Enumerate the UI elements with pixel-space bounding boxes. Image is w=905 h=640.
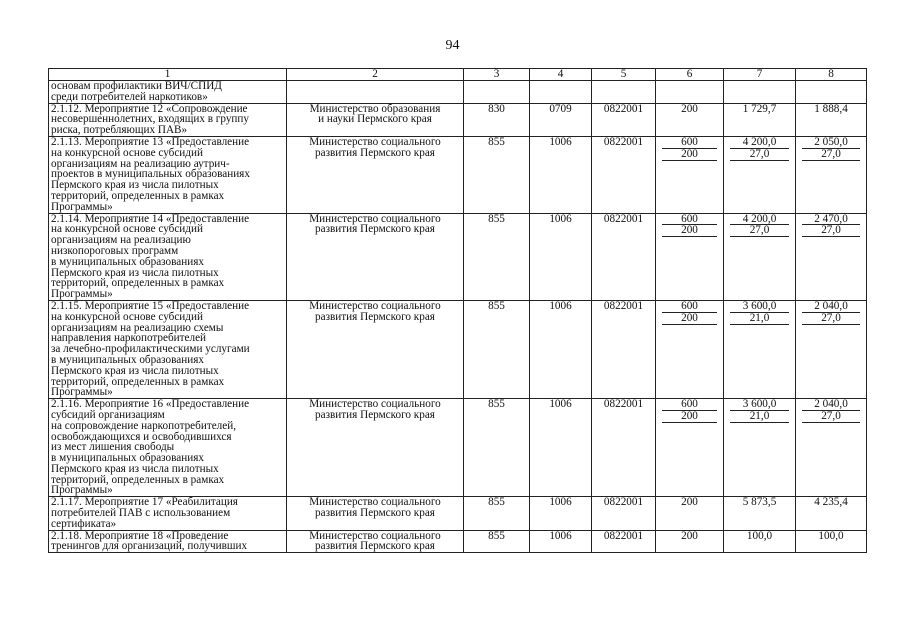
amount-year-1 (724, 81, 796, 104)
amount-year-1 (724, 399, 796, 497)
table-row (49, 497, 867, 530)
code-section: 1006 (530, 213, 592, 300)
responsible-ministry-line: развития Пермского края (315, 507, 435, 520)
responsible-ministry-line: Министерство социального (309, 300, 441, 312)
amount-year-2-line: 27,0 (802, 149, 860, 161)
table-row (49, 81, 867, 104)
header-row (49, 69, 867, 81)
code-expense-type-line: 200 (662, 225, 717, 237)
amount-year-2-line: 4 235,4 (814, 496, 848, 509)
amount-year-2 (796, 530, 867, 553)
activity-description-line: за лечебно-профилактическими услугами (51, 343, 250, 356)
activity-description (49, 81, 287, 104)
activity-description (49, 103, 287, 136)
activity-description-line: 2.1.15. Мероприятие 15 «Предоставление (51, 300, 250, 312)
code-section: 1006 (530, 136, 592, 213)
responsible-ministry-line: развития Пермского края (315, 540, 435, 553)
activity-description-line: организациям на реализацию (51, 234, 191, 247)
code-target (592, 81, 656, 104)
table-row (49, 136, 867, 213)
code-expense-type-line: 200 (681, 496, 698, 509)
activity-description-line: несовершеннолетних, входящих в группу (51, 113, 249, 126)
activity-description-line: Программы» (51, 288, 113, 301)
amount-year-2 (796, 213, 867, 300)
activity-description-line: субсидий организациям (51, 408, 165, 421)
code-expense-type-line: 600 (662, 399, 717, 411)
amount-year-1 (724, 136, 796, 213)
column-header: 5 (592, 69, 656, 81)
code-expense-type (656, 300, 724, 398)
activity-description-line: на сопровождение наркопотребителей, (51, 419, 237, 432)
code-section: 1006 (530, 300, 592, 398)
column-header: 2 (287, 69, 464, 81)
code-expense-type (656, 136, 724, 213)
activity-description-line: Программы» (51, 200, 113, 213)
activity-description-line: в муниципальных образованиях (51, 353, 204, 366)
responsible-ministry-line: Министерство социального (309, 213, 441, 225)
activity-description-line: Программы» (51, 484, 113, 497)
activity-description (49, 399, 287, 497)
amount-year-2-line: 27,0 (802, 411, 860, 423)
amount-year-2-line: 1 888,4 (814, 103, 848, 115)
column-header: 4 (530, 69, 592, 81)
activity-description-line: освобождающихся и освободившихся (51, 430, 232, 443)
code-target: 0822001 (592, 497, 656, 530)
amount-year-1 (724, 530, 796, 553)
code-expense-type (656, 81, 724, 104)
amount-year-1-line: 21,0 (730, 313, 789, 325)
amount-year-1-line: 100,0 (746, 530, 773, 542)
responsible-ministry (287, 103, 464, 136)
activity-description-line: территорий, определенных в рамках (51, 277, 225, 290)
responsible-ministry-line: развития Пермского края (315, 223, 435, 236)
activity-description-line: низкопороговых программ (51, 244, 179, 257)
activity-description-line: Программы» (51, 386, 113, 399)
code-grbs: 855 (464, 530, 530, 553)
amount-year-2 (796, 399, 867, 497)
responsible-ministry-line: Министерство социального (309, 496, 441, 509)
responsible-ministry (287, 300, 464, 398)
code-expense-type-line: 600 (662, 214, 717, 226)
activity-description-line: Пермского края из числа пилотных (51, 364, 219, 377)
amount-year-2-line: 2 040,0 (802, 301, 860, 313)
code-section: 1006 (530, 530, 592, 553)
activity-description-line: 2.1.14. Мероприятие 14 «Предоставление (51, 213, 250, 225)
activity-description-line: 2.1.13. Мероприятие 13 «Предоставление (51, 136, 250, 148)
code-expense-type-line: 600 (662, 137, 717, 149)
amount-year-1-line: 3 600,0 (730, 301, 789, 313)
table-row (49, 530, 867, 553)
column-header: 3 (464, 69, 530, 81)
activity-description-line: сертификата» (51, 517, 117, 530)
activity-description-line: потребителей ПАВ с использованием (51, 507, 231, 520)
amount-year-1-line: 5 873,5 (742, 496, 777, 509)
activity-description-line: 2.1.17. Мероприятие 17 «Реабилитация (51, 496, 238, 509)
code-grbs: 830 (464, 103, 530, 136)
activity-description-line: проектов в муниципальных образованиях (51, 168, 250, 181)
amount-year-2-line: 27,0 (802, 313, 860, 325)
activity-description-line: на конкурсной основе субсидий (51, 146, 203, 159)
amount-year-1-line: 4 200,0 (730, 137, 789, 149)
responsible-ministry-line: и науки Пермского края (318, 113, 432, 126)
responsible-ministry (287, 497, 464, 530)
activity-description-line: организациям на реализацию аутрич- (51, 157, 230, 170)
code-target: 0822001 (592, 103, 656, 136)
activity-description-line: в муниципальных образованиях (51, 452, 204, 465)
responsible-ministry-line: развития Пермского края (315, 310, 435, 323)
amount-year-2 (796, 103, 867, 136)
code-section: 1006 (530, 399, 592, 497)
amount-year-2 (796, 300, 867, 398)
amount-year-1-line: 21,0 (730, 411, 789, 423)
responsible-ministry-line: развития Пермского края (315, 146, 435, 159)
code-grbs: 855 (464, 497, 530, 530)
table-body (49, 81, 867, 553)
code-expense-type (656, 530, 724, 553)
amount-year-1-line: 4 200,0 (730, 214, 789, 226)
responsible-ministry-line: Министерство социального (309, 136, 441, 148)
amount-year-2-line: 2 050,0 (802, 137, 860, 149)
table-row (49, 300, 867, 398)
column-header: 6 (656, 69, 724, 81)
code-expense-type (656, 497, 724, 530)
amount-year-2 (796, 81, 867, 104)
activity-description (49, 136, 287, 213)
code-target: 0822001 (592, 530, 656, 553)
activity-description-line: территорий, определенных в рамках (51, 189, 225, 202)
amount-year-2 (796, 136, 867, 213)
code-expense-type-line: 200 (681, 530, 698, 542)
amount-year-2-line: 2 040,0 (802, 399, 860, 411)
table-row (49, 399, 867, 497)
responsible-ministry (287, 530, 464, 553)
activity-description-line: тренингов для организаций, получивших (51, 540, 248, 553)
activity-description-line: на конкурсной основе субсидий (51, 310, 203, 323)
code-expense-type-line: 200 (662, 411, 717, 423)
activity-description-line: направления наркопотребителей (51, 332, 207, 345)
activity-description-line: в муниципальных образованиях (51, 255, 204, 268)
code-section: 1006 (530, 497, 592, 530)
code-grbs: 855 (464, 300, 530, 398)
activity-description-line: территорий, определенных в рамках (51, 375, 225, 388)
amount-year-1 (724, 300, 796, 398)
activity-description-line: среди потребителей наркотиков» (51, 90, 208, 103)
amount-year-1 (724, 103, 796, 136)
amount-year-2 (796, 497, 867, 530)
responsible-ministry (287, 136, 464, 213)
activity-description-line: Пермского края из числа пилотных (51, 462, 219, 475)
code-target: 0822001 (592, 136, 656, 213)
amount-year-1-line: 3 600,0 (730, 399, 789, 411)
code-grbs: 855 (464, 136, 530, 213)
code-target: 0822001 (592, 213, 656, 300)
code-expense-type-line: 200 (681, 103, 698, 115)
budget-table (48, 68, 867, 553)
responsible-ministry-line: Министерство образования (309, 103, 441, 115)
responsible-ministry (287, 81, 464, 104)
amount-year-1-line: 27,0 (730, 149, 789, 161)
activity-description-line: основам профилактики ВИЧ/СПИД (51, 80, 222, 92)
code-expense-type (656, 399, 724, 497)
table-row (49, 213, 867, 300)
amount-year-2-line: 2 470,0 (802, 214, 860, 226)
code-expense-type (656, 213, 724, 300)
activity-description-line: Пермского края из числа пилотных (51, 266, 219, 279)
activity-description-line: 2.1.12. Мероприятие 12 «Сопровождение (51, 103, 248, 115)
code-section (530, 81, 592, 104)
amount-year-1 (724, 213, 796, 300)
responsible-ministry-line: Министерство социального (309, 530, 441, 542)
code-expense-type-line: 200 (662, 149, 717, 161)
activity-description (49, 300, 287, 398)
activity-description (49, 497, 287, 530)
activity-description (49, 530, 287, 553)
code-expense-type (656, 103, 724, 136)
code-grbs: 855 (464, 213, 530, 300)
responsible-ministry-line: развития Пермского края (315, 408, 435, 421)
code-expense-type-line: 200 (662, 313, 717, 325)
activity-description-line: на конкурсной основе субсидий (51, 223, 203, 236)
code-section: 0709 (530, 103, 592, 136)
page-number: 94 (445, 38, 460, 53)
code-target: 0822001 (592, 399, 656, 497)
code-expense-type-line: 600 (662, 301, 717, 313)
activity-description-line: 2.1.16. Мероприятие 16 «Предоставление (51, 398, 250, 411)
amount-year-1 (724, 497, 796, 530)
amount-year-2-line: 100,0 (818, 530, 844, 542)
code-grbs: 855 (464, 399, 530, 497)
code-target: 0822001 (592, 300, 656, 398)
responsible-ministry (287, 213, 464, 300)
table-row (49, 103, 867, 136)
activity-description-line: 2.1.18. Мероприятие 18 «Проведение (51, 530, 229, 542)
activity-description-line: организациям на реализацию схемы (51, 321, 224, 334)
activity-description-line: из мест лишения свободы (51, 441, 175, 454)
amount-year-1-line: 27,0 (730, 225, 789, 237)
column-header: 1 (49, 69, 287, 81)
activity-description-line: территорий, определенных в рамках (51, 473, 225, 486)
amount-year-1-line: 1 729,7 (742, 103, 777, 115)
column-header: 7 (724, 69, 796, 81)
responsible-ministry (287, 399, 464, 497)
activity-description (49, 213, 287, 300)
amount-year-2-line: 27,0 (802, 225, 860, 237)
column-header: 8 (796, 69, 867, 81)
code-grbs (464, 81, 530, 104)
activity-description-line: Пермского края из числа пилотных (51, 179, 219, 192)
activity-description-line: риска, потребляющих ПАВ» (51, 124, 188, 137)
responsible-ministry-line: Министерство социального (309, 398, 441, 411)
